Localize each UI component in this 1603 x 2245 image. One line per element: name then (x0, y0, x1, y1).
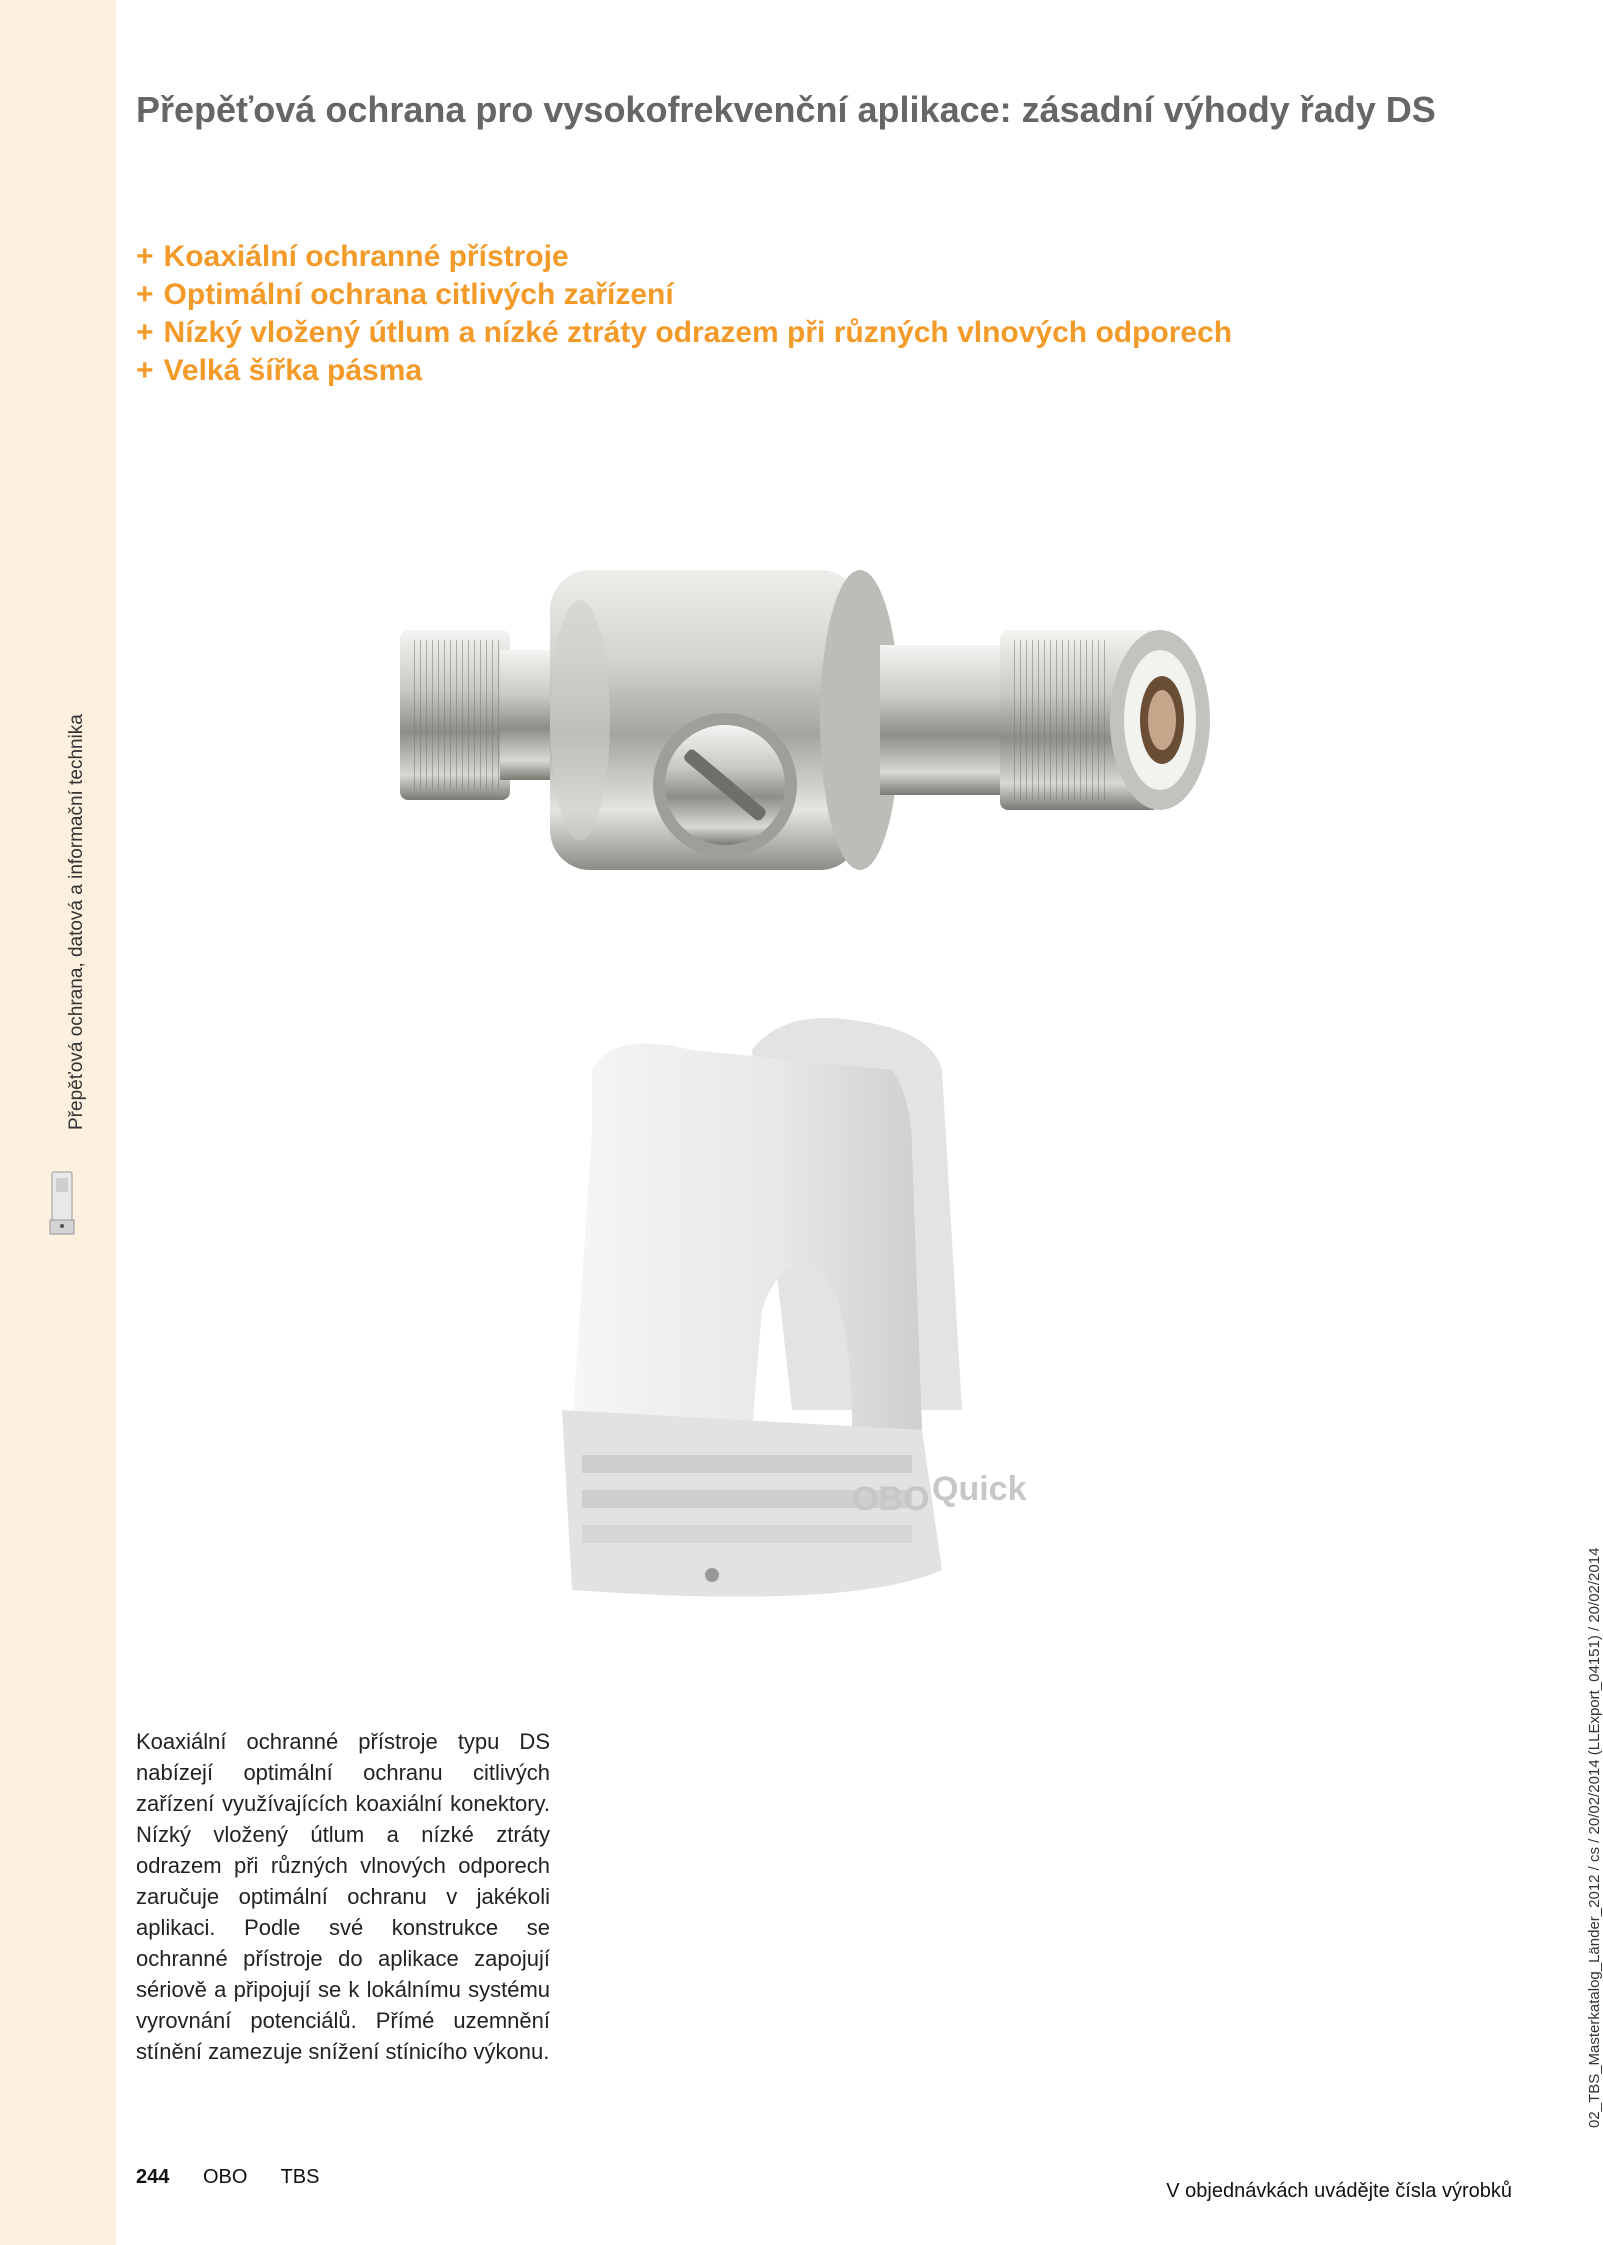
coaxial-surge-protector-image (390, 500, 1260, 940)
benefits-list (136, 238, 1232, 390)
benefit-item: + Velká šířka pásma (136, 354, 423, 387)
footer-product-line: TBS (280, 2166, 320, 2188)
benefit-item: + Optimální ochrana citlivých zařízení (136, 278, 674, 311)
footer-brand: OBO (202, 2166, 248, 2188)
catalog-meta: 02_TBS_Masterkatalog_Länder_2012 / cs / 20/02/2014 (LLExport_04151) / 20/02/2014 (1586, 1547, 1603, 2128)
page-number: 244 (136, 2166, 170, 2188)
clip-logo-obo: OBO (852, 1480, 930, 1518)
chapter-side-band (0, 0, 116, 2245)
order-note: V objednávkách uvádějte čísla výrobků (1166, 2180, 1512, 2202)
benefit-item: + Koaxiální ochranné přístroje (136, 240, 569, 273)
clip-logo-quick: Quick (932, 1470, 1027, 1508)
chapter-label: Přepěťová ochrana, datová a informační technika (66, 714, 87, 1130)
description-text: Koaxiální ochranné přístroje typu DS nabízejí optimální ochranu citlivých zařízení využívajících koaxiální konektory. Nízký vložený útlum a nízké ztráty odrazem při různých vlnových odporech zaručuje optimální ochranu v jakékoli aplikaci. Podle své konstrukce se ochranné přístroje do aplikace zapojují sériově a připojují se k lokálnímu systému vyrovnání potenciálů. Přímé uzemnění stínění zamezuje snížení stínicího výkonu. (136, 1729, 550, 2064)
benefit-item: + Nízký vložený útlum a nízké ztráty odrazem při různých vlnových odporech (136, 316, 1233, 349)
footer-left (136, 2166, 348, 2189)
surge-protector-icon (44, 1168, 84, 1240)
page-title: Přepěťová ochrana pro vysokofrekvenční aplikace: zásadní výhody řady DS (136, 89, 1436, 130)
mounting-clip-image (552, 1010, 1074, 1630)
